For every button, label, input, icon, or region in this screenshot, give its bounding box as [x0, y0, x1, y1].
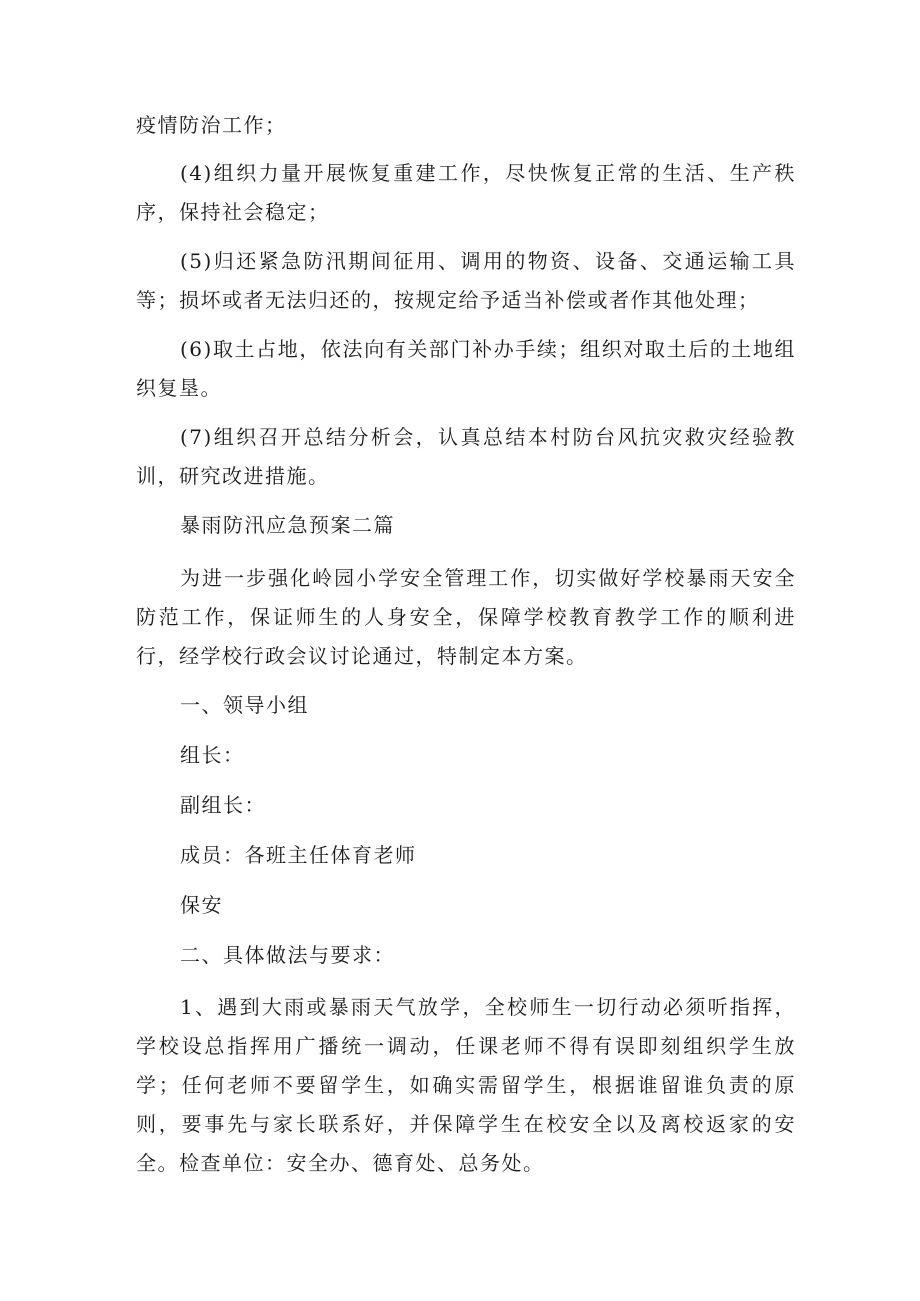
security-line: 保安	[180, 893, 223, 917]
members-line: 成员：各班主任体育老师	[180, 843, 417, 867]
paragraph-item-7: (7)组织召开总结分析会，认真总结本村防台风抗灾救灾经验教训，研究改进措施。	[136, 425, 796, 488]
paragraph-item-4: (4)组织力量开展恢复重建工作，尽快恢复正常的生活、生产秩序，保持社会稳定；	[136, 161, 796, 224]
paragraph-item-6: (6)取土占地，依法向有关部门补办手续；组织对取土后的土地组织复垦。	[136, 337, 796, 400]
leader-line: 组长：	[180, 743, 245, 767]
paragraph-rule-1: 1、遇到大雨或暴雨天气放学，全校师生一切行动必须听指挥，学校设总指挥用广播统一调动，任课老师不得有误即刻组织学生放学；任何老师不要留学生，如确实需留学生，根据谁留谁负责的原则，要事先与家长联系好，并保障学生在校安全以及离校返家的安全。检查单位：安全办、德育处、总务处。	[136, 995, 796, 1175]
paragraph-item-5: (5)归还紧急防汛期间征用、调用的物资、设备、交通运输工具等；损坏或者无法归还的，按规定给予适当补偿或者作其他处理；	[136, 249, 796, 312]
heading-leadership-group: 一、领导小组	[180, 693, 309, 717]
paragraph-continued: 疫情防治工作；	[136, 113, 287, 137]
section-title: 暴雨防汛应急预案二篇	[180, 513, 395, 537]
heading-specific-requirements: 二、具体做法与要求：	[180, 943, 395, 967]
paragraph-intro: 为进一步强化岭园小学安全管理工作，切实做好学校暴雨天安全防范工作，保证师生的人身安全，保障学校教育教学工作的顺利进行，经学校行政会议讨论通过，特制定本方案。	[136, 566, 796, 668]
vice-leader-line: 副组长：	[180, 793, 266, 817]
